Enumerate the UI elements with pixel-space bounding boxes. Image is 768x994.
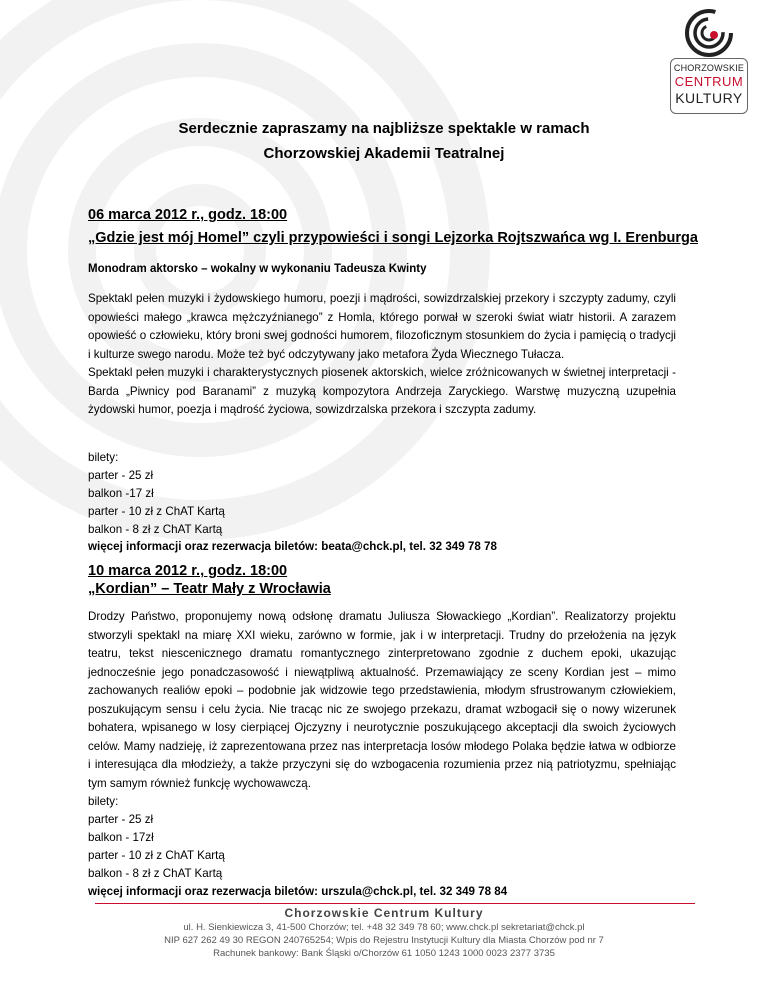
page-title-line-1: Serdecznie zapraszamy na najbliższe spektakle w ramach xyxy=(178,120,590,137)
event2-ticket-price: balkon - 8 zł z ChAT Kartą xyxy=(88,867,223,880)
page-title-line-2: Chorzowskiej Akademii Teatralnej xyxy=(263,145,505,162)
event1-description-2: Spektakl pełen muzyki i charakterystycznych piosenek aktorskich, wielce zróżnicowanych w świetnej interpretacji - Barda „Piwnicy pod Baranami” z muzyką kompozytora Andrzeja Zaryckiego. Warstwę muzyczną uzupełnia żydowski humor, poezja i mądrość życiowa, sowizdrzalska przekora i szczypta zadumy. xyxy=(88,366,676,416)
event1-description-1: Spektakl pełen muzyki i żydowskiego humoru, poezji i mądrości, sowizdrzalskiej przekory i szczypty zadumy, czyli opowieści małego „krawca mężczyźnianego” z Homla, którego porwał w szeroki świat wiatr historii. A zarazem opowieść o człowieku, który broni swej godności humorem, filozoficznym stosunkiem do życia i pamięcią o tradycji i kulturze swego narodu. Może też być odczytywany jako metafora Żyda Wiecznego Tułacza. xyxy=(88,292,676,361)
footer-divider xyxy=(95,903,695,904)
ckk-logo xyxy=(668,8,750,104)
logo-line-2: CENTRUM xyxy=(674,74,744,89)
footer-address: ul. H. Sienkiewicza 3, 41-500 Chorzów; tel. +48 32 349 78 60; www.chck.pl sekretariat@chck.pl xyxy=(183,922,585,933)
event1-tickets-label: bilety: xyxy=(88,451,119,464)
event1-reservation-info: więcej informacji oraz rezerwacja biletów: beata@chck.pl, tel. 32 349 78 78 xyxy=(88,540,497,553)
footer-registry: NIP 627 262 49 30 REGON 240765254; Wpis do Rejestru Instytucji Kultury dla Miasta Chorzów pod nr 7 xyxy=(164,935,604,946)
logo-line-3: KULTURY xyxy=(675,90,743,106)
event2-tickets-label: bilety: xyxy=(88,795,119,808)
event2-description: Drodzy Państwo, proponujemy nową odsłonę dramatu Juliusza Słowackiego „Kordian”. Realizatorzy projektu stworzyli spektakl na miarę XXI wieku, zarówno w formie, jak i w interpretacji. Trudny do przełożenia na język teatru, tekst niescenicznego dramatu romantycznego zinterpretowano zgodnie z duchem epoki, ukazując jednocześnie jego ponadczasowość i niewątpliwą aktualność. Przemawiający ze sceny Kordian jest – mimo zachowanych realiów epoki – podobnie jak widzowie tego przedstawienia, młodym sfrustrowanym człowiekiem, poszukującym sensu i celu życia. Nie tracąc nic ze swojego przekazu, dramat wzbogacił się o nowy wizerunek bohatera, wpisanego w losy cierpiącej Ojczyzny i neurotycznie poszukującego akceptacji dla swoich życiowych celów. Mamy nadzieję, iż zaprezentowana przez nas interpretacja losów młodego Polaka będzie łatwa w odbiorze i interesująca dla młodzieży, a także przyczyni się do wzbogacenia rozumienia przez nią patriotyzmu, spełniając tym samym również funkcję wychowawczą. xyxy=(88,610,676,790)
event1-ticket-price: balkon - 8 zł z ChAT Kartą xyxy=(88,523,223,536)
logo-text-box xyxy=(670,58,748,114)
footer-org-name: Chorzowskie Centrum Kultury xyxy=(284,906,484,920)
event2-ticket-price: parter - 25 zł xyxy=(88,813,154,826)
event2-ticket-price: balkon - 17zł xyxy=(88,831,154,844)
spiral-logo-icon xyxy=(668,8,750,58)
event1-date: 06 marca 2012 r., godz. 18:00 xyxy=(88,207,288,223)
event2-date: 10 marca 2012 r., godz. 18:00 xyxy=(88,563,288,579)
event1-ticket-price: parter - 25 zł xyxy=(88,469,154,482)
event2-reservation-info: więcej informacji oraz rezerwacja biletów: urszula@chck.pl, tel. 32 349 78 84 xyxy=(88,885,508,898)
event1-name: „Gdzie jest mój Homel” czyli przypowieści i songi Lejzorka Rojtszwańca wg I. Erenburga xyxy=(88,230,698,246)
event2-name: „Kordian” – Teatr Mały z Wrocławia xyxy=(88,581,331,597)
event1-ticket-price: parter - 10 zł z ChAT Kartą xyxy=(88,505,225,518)
event1-ticket-price: balkon -17 zł xyxy=(88,487,154,500)
event2-ticket-price: parter - 10 zł z ChAT Kartą xyxy=(88,849,225,862)
event1-subtitle: Monodram aktorsko – wokalny w wykonaniu Tadeusza Kwinty xyxy=(88,263,427,275)
footer-bank: Rachunek bankowy: Bank Śląski o/Chorzów 61 1050 1243 1000 0023 2377 3735 xyxy=(213,948,555,959)
logo-line-1: CHORZOWSKIE xyxy=(673,63,745,73)
